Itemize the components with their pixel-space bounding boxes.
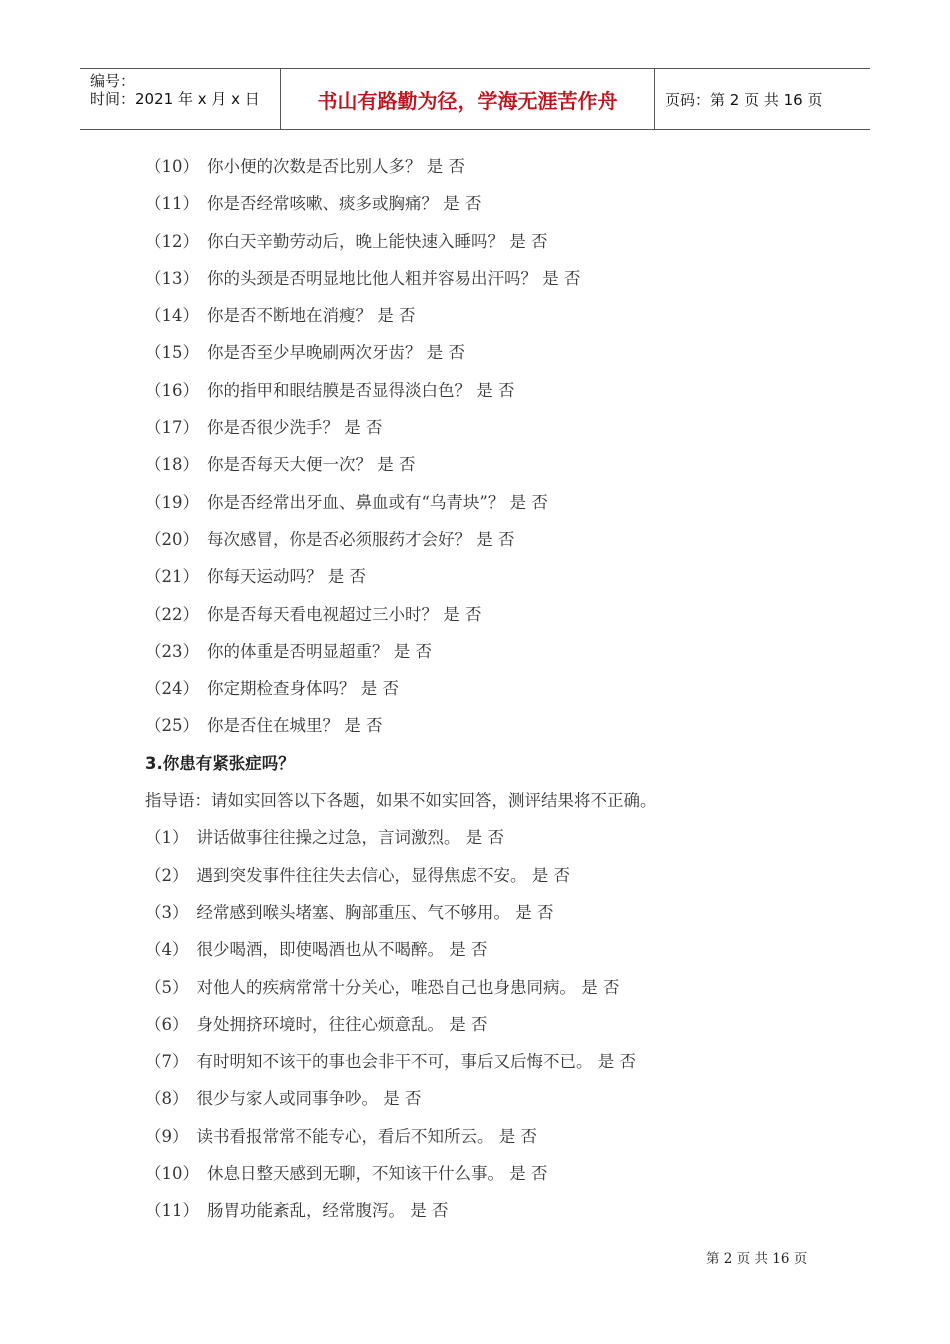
item-number: （25） (145, 716, 199, 736)
item-text: 你定期检查身体吗？ 是 否 (207, 679, 399, 699)
item-text: 很少与家人或同事争吵。 是 否 (196, 1089, 422, 1109)
header-meta (80, 69, 281, 129)
item-number: （15） (145, 343, 199, 363)
item-number: （12） (145, 231, 199, 251)
list-item (145, 707, 845, 744)
page-header (80, 68, 870, 130)
item-text: 你白天辛勤劳动后，晚上能快速入睡吗？ 是 否 (207, 231, 548, 251)
item-number: （14） (145, 306, 199, 326)
page-footer: 第 2 页 共 16 页 (706, 1251, 808, 1267)
document-body (145, 148, 845, 1230)
item-text: 你是否经常出牙血、鼻血或有“乌青块”？ 是 否 (207, 492, 548, 512)
item-number: （9） (145, 1126, 189, 1146)
item-text: 读书看报常常不能专心，看后不知所云。 是 否 (196, 1126, 537, 1146)
item-number: （21） (145, 567, 199, 587)
item-number: （8） (145, 1089, 189, 1109)
item-text: 你小便的次数是否比别人多？ 是 否 (207, 157, 465, 176)
list-item (145, 372, 845, 409)
item-number: （10） (145, 1164, 199, 1184)
item-number: （22） (145, 604, 199, 624)
item-text: 你是否每天看电视超过三小时？ 是 否 (207, 604, 482, 624)
list-item (145, 484, 845, 521)
time-label: 时间：2021 年 x 月 x 日 (90, 90, 260, 108)
list-item (145, 297, 845, 334)
item-number: （10） (145, 157, 199, 176)
item-text: 你的指甲和眼结膜是否显得淡白色？ 是 否 (207, 380, 515, 400)
item-text: 身处拥挤环境时，往往心烦意乱。 是 否 (196, 1014, 488, 1034)
item-text: 对他人的疾病常常十分关心，唯恐自己也身患同病。 是 否 (196, 977, 620, 997)
item-number: （3） (145, 902, 189, 922)
list-item (145, 1006, 845, 1043)
item-text: 你是否至少早晚刷两次牙齿？ 是 否 (207, 343, 465, 363)
list-item (145, 1192, 845, 1229)
item-number: （7） (145, 1052, 189, 1072)
item-number: （1） (145, 828, 189, 848)
code-label: 编号： (90, 72, 136, 90)
item-number: （23） (145, 641, 199, 661)
list-item (145, 596, 845, 633)
instruction-text: 指导语：请如实回答以下各题，如果不如实回答，测评结果将不正确。 (145, 791, 657, 811)
item-text: 你是否不断地在消瘦？ 是 否 (207, 306, 416, 326)
item-number: （2） (145, 865, 189, 885)
item-text: 每次感冒，你是否必须服药才会好？ 是 否 (207, 529, 515, 549)
list-item (145, 1118, 845, 1155)
section-heading: 3.你患有紧张症吗？ (145, 753, 295, 773)
item-text: 有时明知不该干的事也会非干不可，事后又后悔不已。 是 否 (196, 1052, 636, 1072)
list-item (145, 558, 845, 595)
item-number: （19） (145, 492, 199, 512)
item-text: 你的体重是否明显超重？ 是 否 (207, 641, 432, 661)
item-text: 你的头颈是否明显地比他人粗并容易出汗吗？ 是 否 (207, 268, 581, 288)
list-item (145, 633, 845, 670)
item-number: （17） (145, 418, 199, 438)
item-number: （16） (145, 380, 199, 400)
item-number: （4） (145, 940, 189, 960)
list-item (145, 931, 845, 968)
item-number: （20） (145, 529, 199, 549)
item-text: 你是否每天大便一次？ 是 否 (207, 455, 416, 475)
list-item (145, 1043, 845, 1080)
item-text: 你是否经常咳嗽、痰多或胸痛？ 是 否 (207, 194, 482, 214)
list-item (145, 894, 845, 931)
item-number: （13） (145, 268, 199, 288)
list-item (145, 446, 845, 483)
item-text: 肠胃功能紊乱，经常腹泻。 是 否 (207, 1201, 449, 1221)
item-number: （6） (145, 1014, 189, 1034)
item-number: （5） (145, 977, 189, 997)
item-number: （24） (145, 679, 199, 699)
item-text: 讲话做事往往操之过急，言词激烈。 是 否 (196, 828, 504, 848)
item-text: 休息日整天感到无聊，不知该干什么事。 是 否 (207, 1164, 548, 1184)
list-item (145, 1080, 845, 1117)
list-item (145, 409, 845, 446)
list-item (145, 670, 845, 707)
list-item (145, 1155, 845, 1192)
header-motto: 书山有路勤为径，学海无涯苦作舟 (281, 69, 655, 129)
item-text: 经常感到喉头堵塞、胸部重压、气不够用。 是 否 (196, 902, 554, 922)
item-text: 遇到突发事件往往失去信心，显得焦虑不安。 是 否 (196, 865, 570, 885)
list-item (145, 819, 845, 856)
list-item (145, 148, 845, 185)
item-number: （11） (145, 1201, 199, 1221)
section2-list (145, 148, 845, 745)
list-item (145, 857, 845, 894)
item-text: 你是否住在城里？ 是 否 (207, 716, 383, 736)
item-text: 你是否很少洗手？ 是 否 (207, 418, 383, 438)
list-item (145, 334, 845, 371)
item-text: 你每天运动吗？ 是 否 (207, 567, 366, 587)
list-item (145, 185, 845, 222)
item-number: （11） (145, 194, 199, 214)
section3-list (145, 819, 845, 1229)
list-item (145, 260, 845, 297)
item-text: 很少喝酒，即使喝酒也从不喝醉。 是 否 (196, 940, 488, 960)
list-item (145, 521, 845, 558)
list-item (145, 223, 845, 260)
list-item (145, 969, 845, 1006)
item-number: （18） (145, 455, 199, 475)
header-page-info: 页码：第 2 页 共 16 页 (665, 90, 823, 109)
